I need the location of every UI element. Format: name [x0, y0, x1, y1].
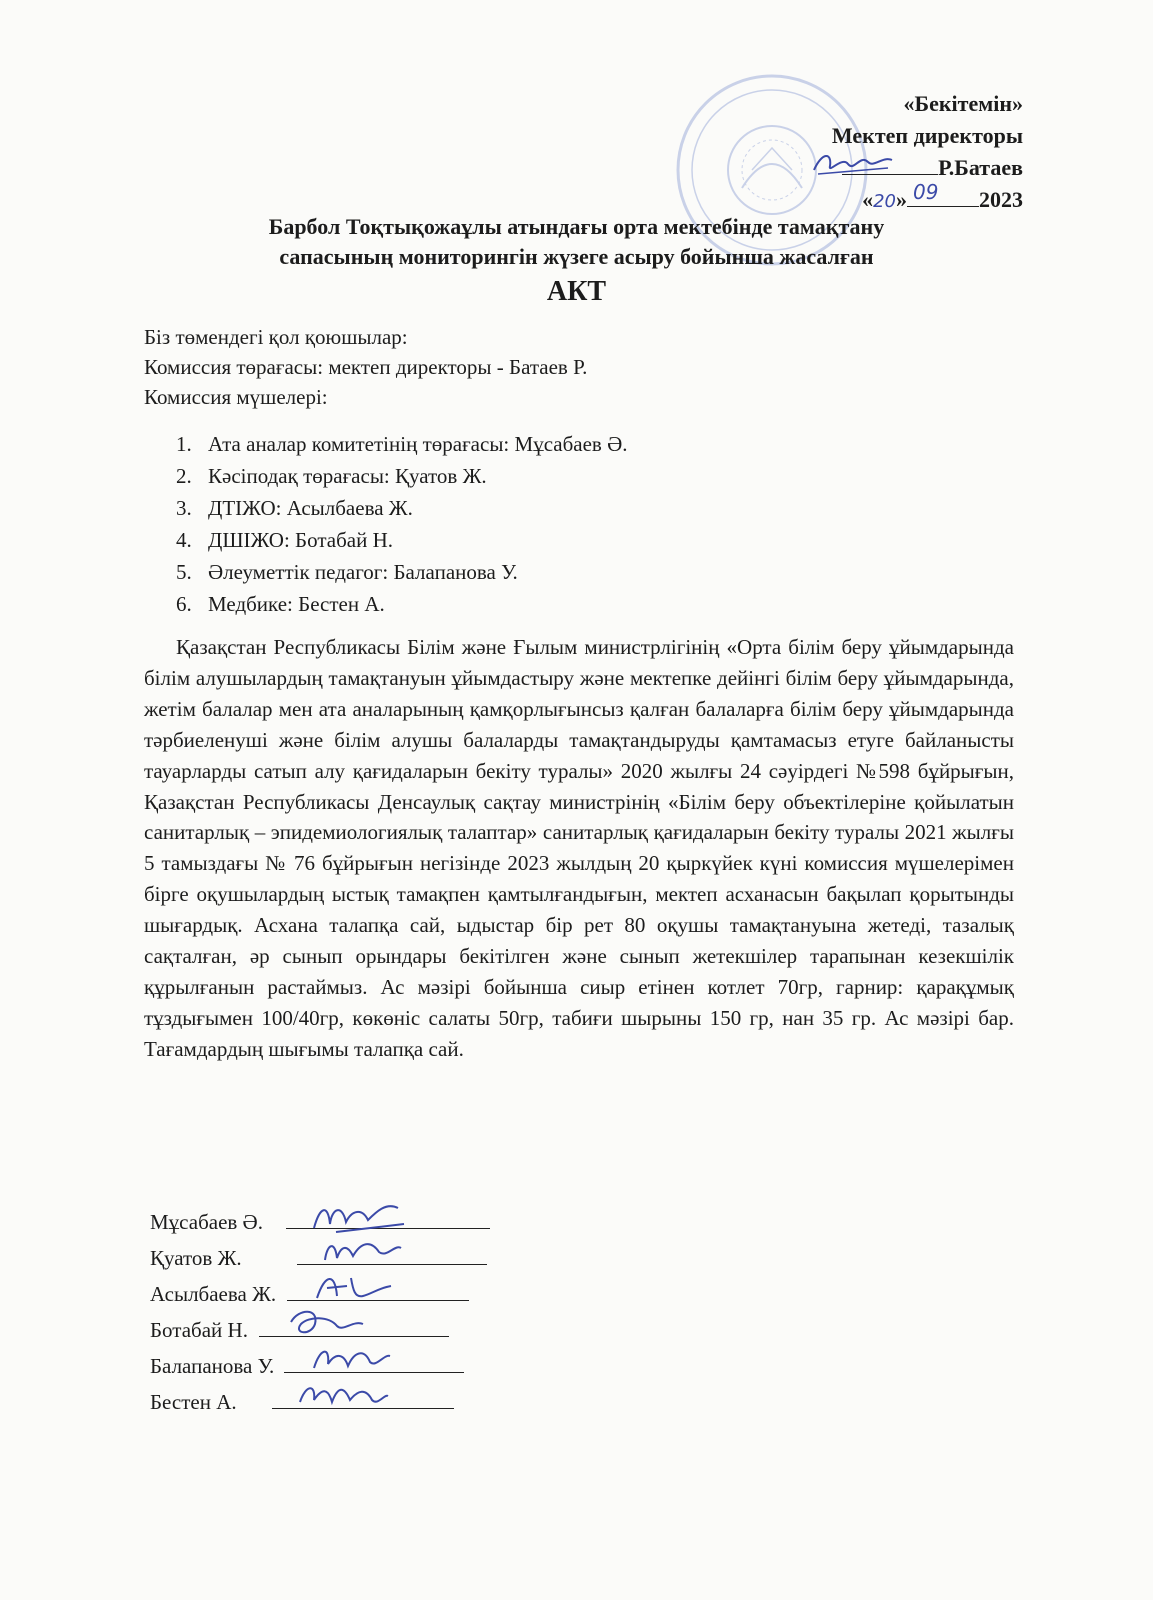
date-day: 20 — [873, 191, 896, 212]
signature-line — [259, 1312, 449, 1337]
director-name: Р.Батаев — [938, 155, 1023, 180]
intro-line-1: Біз төмендегі қол қоюшылар: — [144, 325, 408, 349]
signer-name: Бестен А. — [150, 1390, 237, 1414]
commission-chair: Комиссия төрағасы: мектеп директоры - Батаев Р. — [144, 355, 588, 379]
signer-name: Асылбаева Ж. — [150, 1282, 277, 1306]
approval-heading: «Бекітемін» — [903, 91, 1023, 116]
date-month: 09 — [913, 180, 939, 204]
signature-line — [297, 1240, 487, 1265]
intro-block — [144, 322, 587, 412]
members-list — [176, 428, 628, 620]
signatures-block — [150, 1204, 490, 1420]
title-act: АКТ — [546, 276, 607, 307]
list-item: 1. Ата аналар комитетінің төрағасы: Мұсабаев Ә. — [176, 432, 628, 456]
director-signature — [808, 142, 898, 182]
list-item: 4. ДШІЖО: Ботабай Н. — [176, 528, 393, 552]
signature-line — [286, 1204, 490, 1229]
commission-members-heading: Комиссия мүшелері: — [144, 385, 328, 409]
handwritten-signature — [292, 1374, 392, 1416]
body-paragraph: Қазақстан Республикасы Білім және Ғылым министрлігінің «Орта білім беру ұйымдарында білім алушылардың тамақтануын ұйымдастыру және мектепке дейінгі білім беру ұйымдарында, жетім балалар мен ата аналарының қамқорлығынсыз қалған балаларға білім беру ұйымдарында тәрбиеленуші және білім алушы балаларды тамақтандыруды қамтамасыз етуге байланысты тауарларды сатып алу қағидаларын бекіту туралы» 2020 жылғы 24 сәуірдегі №598 бұйрығын, Қазақстан Республикасы Денсаулық сақтау министрінің «Білім беру объектілеріне қойылатын санитарлық – эпидемиологиялық талаптар» санитарлық қағидаларын бекіту туралы 2021 жылғы 5 тамыздағы № 76 бұйрығын негізінде 2023 жылдың 20 қыркүйек күні комиссия мүшелерімен бірге оқушылардың ыстық тамақпен қамтылғандығын, мектеп асханасын бақылап қорытынды шығардық. Асхана талапқа сай, ыдыстар бір рет 80 оқушы тамақтануына жетеді, тазалық сақталған, әр сынып орындары бекітілген және сынып жетекшілер тарапынан кезекшілік құрылғанын растаймыз. Ас мәзірі бойынша сиыр етінен котлет 70гр, гарнир: қарақұмық тұздығымен 100/40гр, көкөніс салаты 50гр, табиғи шырыны 150 гр, нан 35 гр. Ас мәзірі бар. Тағамдардың шығымы талапқа сай. — [144, 635, 1014, 1061]
handwritten-signature — [279, 1302, 369, 1342]
handwritten-signature — [304, 1338, 394, 1378]
signer-name: Балапанова У. — [150, 1354, 275, 1378]
signature-line — [287, 1276, 469, 1301]
list-item: 2. Кәсіподақ төрағасы: Қуатов Ж. — [176, 464, 487, 488]
signature-row — [150, 1384, 490, 1420]
list-item: 3. ДТІЖО: Асылбаева Ж. — [176, 496, 413, 520]
signature-line — [284, 1348, 464, 1373]
approval-date: «20» 09 2023 — [832, 184, 1023, 218]
signer-name: Ботабай Н. — [150, 1318, 248, 1342]
signature-line — [272, 1384, 454, 1409]
title-line-2: сапасының мониторингін жүзеге асыру бойынша жасалған — [279, 244, 874, 269]
handwritten-signature — [307, 1266, 397, 1306]
list-item: 5. Әлеуметтік педагог: Балапанова У. — [176, 560, 518, 584]
handwritten-signature — [317, 1230, 407, 1270]
signer-name: Қуатов Ж. — [150, 1246, 242, 1270]
date-month-line — [907, 180, 979, 207]
director-title: Мектеп директоры — [831, 123, 1023, 148]
list-item: 6. Медбике: Бестен А. — [176, 592, 385, 616]
title-line-1: Барбол Тоқтықожаұлы атындағы орта мектебінде тамақтану — [268, 214, 885, 239]
date-year: 2023 — [979, 187, 1023, 212]
signer-name: Мұсабаев Ә. — [150, 1210, 263, 1234]
document-title — [140, 212, 1013, 312]
